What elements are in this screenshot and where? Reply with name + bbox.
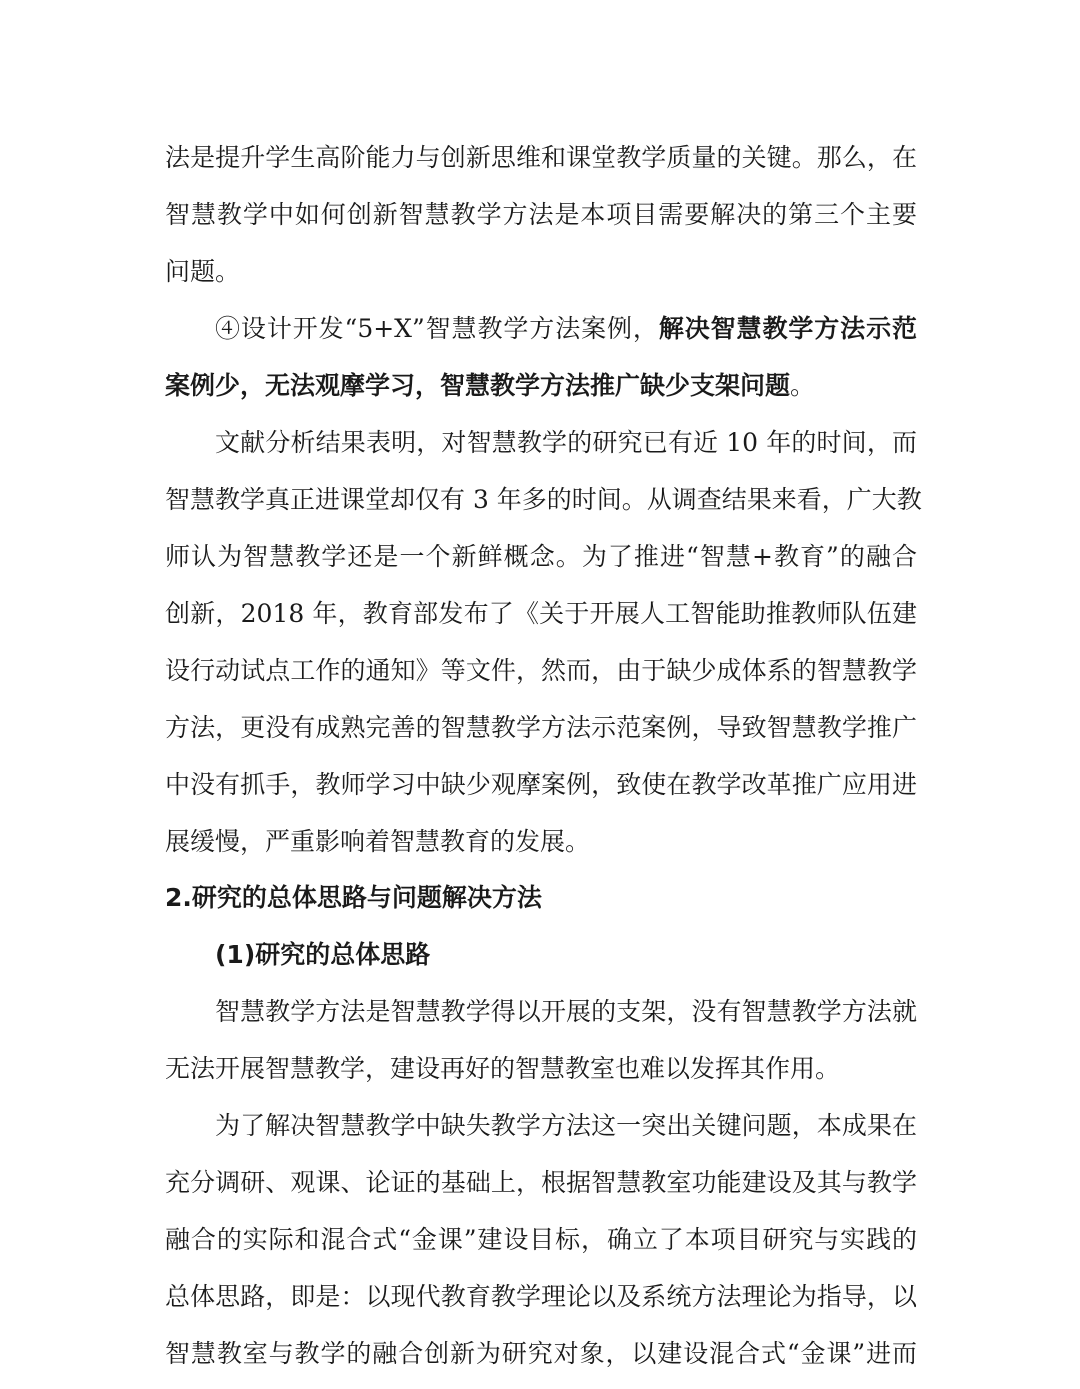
paragraph-2-line-8: 展缓慢，严重影响着智慧教育的发展。: [165, 827, 591, 856]
item-4-bold-text-2: 案例少，无法观摩学习，智慧教学方法推广缺少支架问题: [165, 371, 791, 400]
paragraph-3-line-2: 无法开展智慧教学，建设再好的智慧教室也难以发挥其作用。: [165, 1054, 841, 1083]
paragraph-4-line-1: 为了解决智慧教学中缺失教学方法这一突出关键问题，本成果在: [215, 1111, 917, 1140]
item-4-line-1: [215, 312, 917, 346]
item-4-normal-text: ④设计开发“5+X”智慧教学方法案例，: [215, 314, 659, 343]
section-2-title: 2.研究的总体思路与问题解决方法: [165, 883, 542, 912]
paragraph-1-line-2: 智慧教学中如何创新智慧教学方法是本项目需要解决的第三个主要: [165, 200, 917, 229]
item-4-bold-text: 解决智慧教学方法示范: [658, 314, 917, 343]
paragraph-4-line-4: 总体思路，即是：以现代教育教学理论以及系统方法理论为指导，以: [165, 1282, 917, 1311]
paragraph-2-line-5: 设行动试点工作的通知》等文件，然而，由于缺少成体系的智慧教学: [165, 656, 917, 685]
item-4-end-punct: 。: [790, 371, 816, 400]
paragraph-2-line-3: 师认为智慧教学还是一个新鲜概念。为了推进“智慧+教育”的融合: [165, 542, 917, 571]
paragraph-2-line-4: 创新，2018 年，教育部发布了《关于开展人工智能助推教师队伍建: [165, 599, 917, 628]
paragraph-2-line-1: 文献分析结果表明，对智慧教学的研究已有近 10 年的时间，而: [215, 428, 917, 457]
paragraph-3-line-1: 智慧教学方法是智慧教学得以开展的支架，没有智慧教学方法就: [215, 997, 917, 1026]
subsection-1-title: (1)研究的总体思路: [215, 940, 431, 969]
paragraph-4-line-2: 充分调研、观课、论证的基础上，根据智慧教室功能建设及其与教学: [165, 1168, 917, 1197]
paragraph-4-line-3: 融合的实际和混合式“金课”建设目标，确立了本项目研究与实践的: [165, 1225, 917, 1254]
paragraph-2-line-7: 中没有抓手，教师学习中缺少观摩案例，致使在教学改革推广应用进: [165, 770, 917, 799]
paragraph-2-line-6: 方法，更没有成熟完善的智慧教学方法示范案例，导致智慧教学推广: [165, 713, 917, 742]
item-4-line-2: [165, 369, 917, 403]
paragraph-2-line-2: 智慧教学真正进课堂却仅有 3 年多的时间。从调查结果来看，广大教: [165, 485, 922, 514]
paragraph-4-line-5: 智慧教室与教学的融合创新为研究对象，以建设混合式“金课”进而: [165, 1339, 917, 1368]
paragraph-1-line-1: 法是提升学生高阶能力与创新思维和课堂教学质量的关键。那么，在: [165, 143, 917, 172]
paragraph-1-line-3: 问题。: [165, 257, 241, 286]
